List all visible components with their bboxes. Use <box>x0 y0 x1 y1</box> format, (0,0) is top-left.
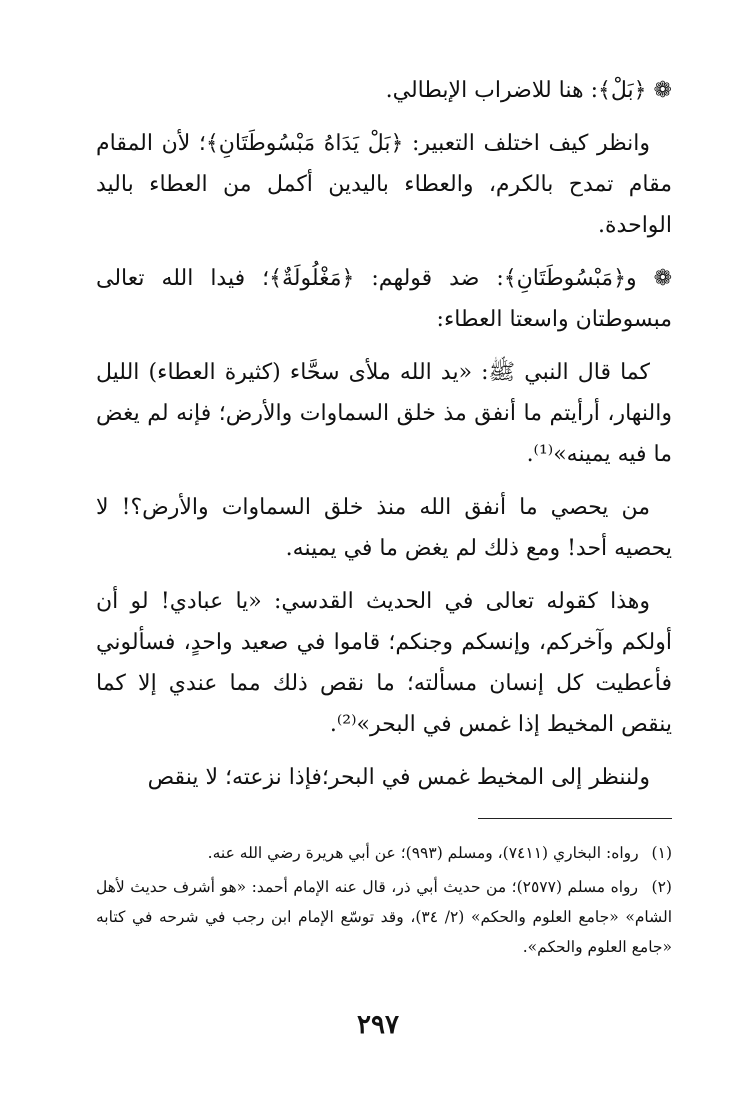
footnote-2 <box>96 872 672 962</box>
paragraph-who-counts: من يحصي ما أنفق الله منذ خلق السماوات والأرض؟! لا يحصيه أحد! ومع ذلك لم يغض ما في يمينه. <box>96 495 672 561</box>
footnote-number: (٢) <box>651 878 672 896</box>
footnote-text: رواه: البخاري (٧٤١١)، ومسلم (٩٩٣)؛ عن أبي هريرة رضي الله عنه. <box>207 844 639 862</box>
paragraph-mabsutatan: ❁ و﴿مَبْسُوطَتَانِ﴾: ضد قولهم: ﴿مَغْلُولَةٌ﴾؛ فيدا الله تعالى مبسوطتان واسعتا العطاء: <box>96 266 672 332</box>
footnote-text: رواه مسلم (٢٥٧٧)؛ من حديث أبي ذر، قال عنه الإمام أحمد: «هو أشرف حديث لأهل الشام» «جامع العلوم والحكم» (٢/ ٣٤)، وقد توسّع الإمام ابن رجب في شرحه في كتابه «جامع العلوم والحكم». <box>96 878 673 956</box>
paragraph-needle: ولننظر إلى المخيط غمس في البحر؛فإذا نزعته؛ لا ينقص <box>147 765 650 790</box>
footnotes <box>96 838 672 966</box>
paragraph-expression: وانظر كيف اختلف التعبير: ﴿بَلْ يَدَاهُ مَبْسُوطَتَانِ﴾؛ لأن المقام مقام تمدح بالكرم، والعطاء باليدين أكمل من العطاء باليد الواحدة. <box>96 131 672 238</box>
paragraph-bal-note: ❁ ﴿بَلْ﴾: هنا للاضراب الإبطالي. <box>385 78 672 103</box>
main-text <box>96 70 672 810</box>
footnote-number: (١) <box>651 844 672 862</box>
paragraph-hadith-1: كما قال النبي ﷺ: «يد الله ملأى سحَّاء (كثيرة العطاء) الليل والنهار، أرأيتم ما أنفق مذ خلق السماوات والأرض؛ فإنه لم يغض ما فيه يمينه»⁽¹⁾. <box>96 360 672 467</box>
page-number: ٢٩٧ <box>357 1010 399 1040</box>
footnote-divider <box>478 818 672 819</box>
paragraph-hadith-qudsi: وهذا كقوله تعالى في الحديث القدسي: «يا عبادي! لو أن أولكم وآخركم، وإنسكم وجنكم؛ قاموا في صعيد واحدٍ، فسألوني فأعطيت كل إنسان مسألته؛ ما نقص ذلك مما عندي إلا كما ينقص المخيط إذا غمس في البحر»⁽²⁾. <box>96 589 672 737</box>
footnote-1 <box>96 838 672 868</box>
